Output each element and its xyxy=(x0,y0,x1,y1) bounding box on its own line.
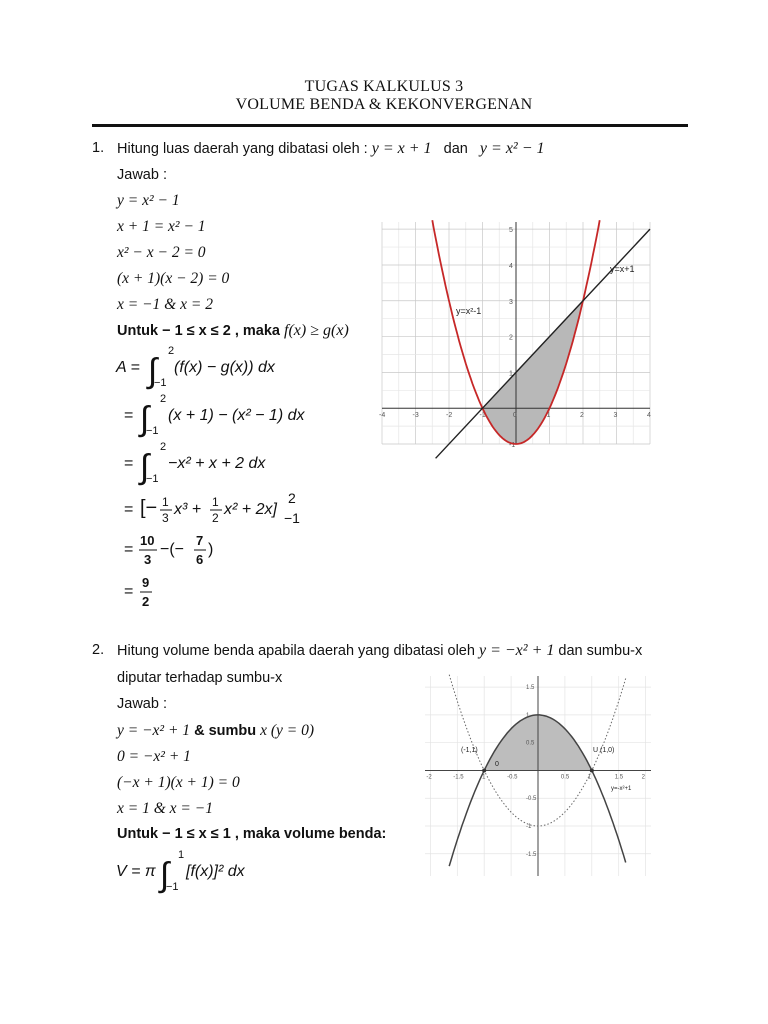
integral-sign: ∫ xyxy=(140,448,150,486)
x-tick-label: 1 xyxy=(587,774,592,781)
question-2 xyxy=(92,642,732,664)
x-tick-label: 3 xyxy=(613,412,618,420)
y-tick-label: 1.5 xyxy=(526,685,535,692)
frac-num: 1 xyxy=(162,495,169,509)
upper-limit: 2 xyxy=(160,393,167,405)
intersection-point-left xyxy=(482,768,486,772)
q2-step: x = 1 & x = −1 xyxy=(117,800,213,817)
y-tick-label: 0.5 xyxy=(526,740,535,747)
upper-limit: 1 xyxy=(178,849,185,861)
q1-step: (x + 1)(x − 2) = 0 xyxy=(117,270,230,287)
x-tick-label: 2 xyxy=(641,774,645,781)
point-left-label: (-1,1) xyxy=(461,747,478,754)
point-right-label: U (1,0) xyxy=(593,747,615,754)
header-divider xyxy=(92,124,688,127)
q1-step: x² − x − 2 = 0 xyxy=(117,244,206,261)
q2-condition: Untuk − 1 ≤ x ≤ 1 , maka volume benda: xyxy=(117,826,387,842)
integral-sign: ∫ xyxy=(140,400,150,438)
x-tick-label: 2 xyxy=(580,412,584,420)
lower-limit: −1 xyxy=(166,881,179,893)
eval-term: x³ + xyxy=(174,501,202,518)
integrand-2: (x + 1) − (x² − 1) dx xyxy=(168,407,305,424)
y-tick-label: 1 xyxy=(526,712,530,719)
y-tick-label: -1 xyxy=(509,442,516,449)
volume-integrand: [f(x)]² dx xyxy=(186,863,245,880)
y-tick-label: -0.5 xyxy=(526,796,537,803)
curve-label: y=-x²+1 xyxy=(611,786,632,792)
q1-step: x = −1 & x = 2 xyxy=(117,296,213,313)
line-label: y=x+1 xyxy=(610,264,635,274)
x-tick-label: 0 xyxy=(513,412,517,420)
y-tick-label: -1.5 xyxy=(526,851,537,858)
intersection-point-right xyxy=(590,768,594,772)
eq-sign: = xyxy=(124,501,134,518)
integrand-3: −x² + x + 2 dx xyxy=(168,455,266,472)
q1-jawab: Jawab : xyxy=(117,167,167,183)
q2-volume-formula xyxy=(110,846,310,896)
frac-num: 7 xyxy=(196,533,204,548)
integral-sign: ∫ xyxy=(148,352,158,390)
x-tick-label: -1.5 xyxy=(453,774,464,781)
lower-limit: −1 xyxy=(146,425,159,437)
question-1-number: 1. xyxy=(92,140,105,156)
frac-num: 1 xyxy=(212,495,219,509)
x-tick-label: -0.5 xyxy=(507,774,518,781)
eval-term: x² + 2x] xyxy=(224,501,277,518)
y-tick-label: 3 xyxy=(509,298,513,306)
question-2-number: 2. xyxy=(92,642,105,658)
y-tick-label: 5 xyxy=(509,227,513,235)
frac-den: 2 xyxy=(142,594,150,609)
parabola-label: y=x²-1 xyxy=(456,306,482,316)
q2-step: 0 = −x² + 1 xyxy=(117,748,191,765)
q1-condition: Untuk − 1 ≤ x ≤ 2 , maka f(x) ≥ g(x) xyxy=(117,322,349,339)
question-2-prompt-line2: diputar terhadap sumbu-x xyxy=(117,670,283,686)
x-tick-label: -1 xyxy=(480,774,486,781)
eval-open: [− xyxy=(140,497,158,519)
doc-title-line2: VOLUME BENDA & KEKONVERGENAN xyxy=(235,96,533,113)
y-tick-label: 1 xyxy=(509,370,513,378)
question-1-prompt: Hitung luas daerah yang dibatasi oleh : y = x + 1 dan y = x² − 1 xyxy=(117,140,545,157)
eq-sign: = xyxy=(124,541,134,558)
x-tick-label: 4 xyxy=(647,412,651,420)
upper-limit: 2 xyxy=(160,441,167,453)
question-1 xyxy=(92,140,692,162)
frac-num: 10 xyxy=(140,533,155,548)
result-mid: −(− xyxy=(160,541,185,558)
doc-title-line1: TUGAS KALKULUS 3 xyxy=(304,78,464,95)
eq-sign: = xyxy=(124,583,134,600)
y-tick-label: 4 xyxy=(509,262,513,270)
x-tick-label: -4 xyxy=(379,412,386,420)
x-tick-label: -2 xyxy=(446,412,453,420)
frac-den: 3 xyxy=(162,511,169,525)
x-tick-label: -3 xyxy=(412,412,419,420)
integral-sign: ∫ xyxy=(160,856,170,894)
origin-label: 0 xyxy=(495,761,499,768)
q1-step: y = x² − 1 xyxy=(117,192,180,209)
lower-limit: −1 xyxy=(146,473,159,485)
x-tick-label: 1.5 xyxy=(614,774,624,781)
graph-1 xyxy=(379,222,651,449)
x-tick-label: -2 xyxy=(426,774,432,781)
y-tick-label: 2 xyxy=(509,334,513,342)
x-tick-label: 1 xyxy=(546,412,551,420)
x-tick-label: 0.5 xyxy=(560,774,570,781)
eq-sign: = xyxy=(124,407,134,424)
q1-integral-work xyxy=(110,340,380,620)
eval-limit-up: 2 xyxy=(288,490,296,506)
upper-limit: 2 xyxy=(168,345,175,357)
q1-step: x + 1 = x² − 1 xyxy=(117,218,206,235)
frac-den: 6 xyxy=(196,552,204,567)
y-tick-label: -1 xyxy=(526,824,532,830)
frac-den: 3 xyxy=(144,552,152,567)
x-tick-label: -1 xyxy=(479,412,486,420)
area-label: A = xyxy=(116,359,140,376)
q2-jawab: Jawab : xyxy=(117,696,167,712)
integrand-1: (f(x) − g(x)) dx xyxy=(174,359,275,376)
lower-limit: −1 xyxy=(154,377,167,389)
q2-step: (−x + 1)(x + 1) = 0 xyxy=(117,774,240,791)
volume-label: V = π xyxy=(116,863,156,880)
graph-2 xyxy=(425,676,651,876)
question-2-prompt: Hitung volume benda apabila daerah yang dibatasi oleh y = −x² + 1 dan sumbu-x xyxy=(117,642,643,659)
eval-limit-low: −1 xyxy=(284,510,300,526)
result-close: ) xyxy=(208,541,214,558)
frac-num: 9 xyxy=(142,575,150,590)
q2-step: y = −x² + 1 & sumbu x (y = 0) xyxy=(117,722,315,739)
frac-den: 2 xyxy=(212,511,219,525)
eq-sign: = xyxy=(124,455,134,472)
